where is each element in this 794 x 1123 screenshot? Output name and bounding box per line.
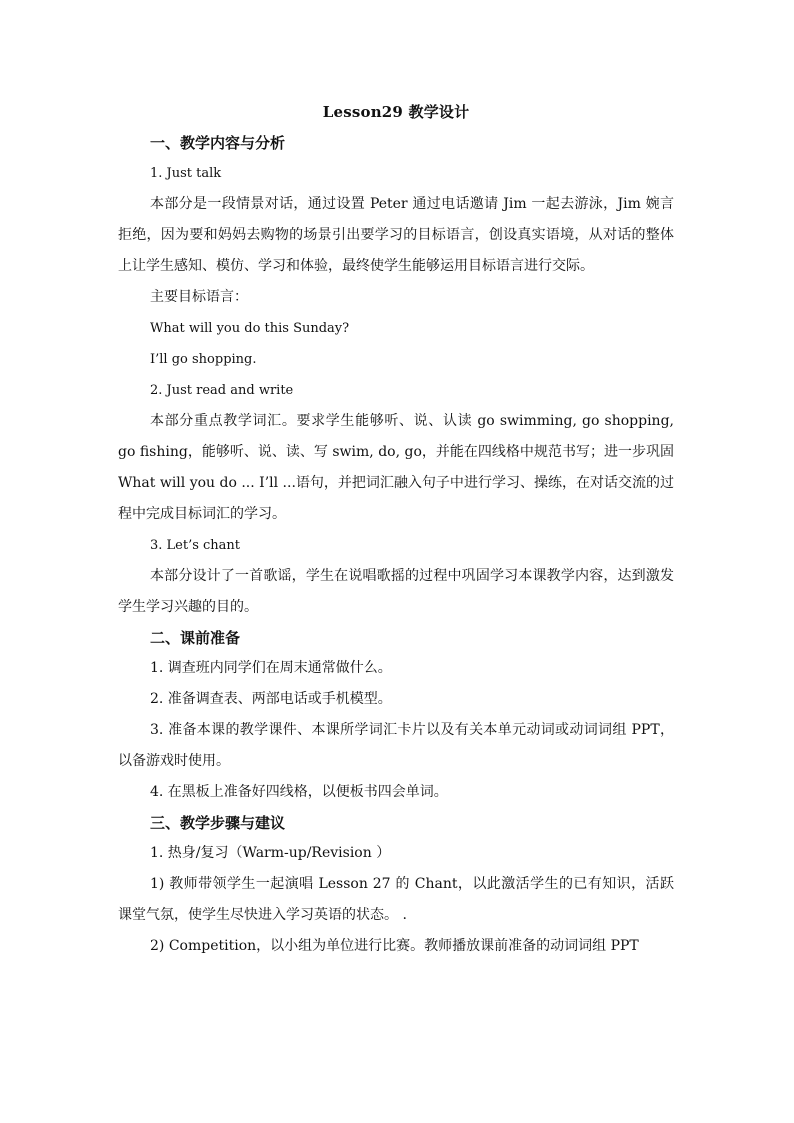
target-language-line-1: What will you do this Sunday? [150,321,350,336]
preparation-item-3: 3. 准备本课的教学课件、本课所学词汇卡片以及有关本单元动词或动词词组 PPT，以备游戏时使用。 [118,722,674,769]
preparation-item-2: 2. 准备调查表、两部电话或手机模型。 [150,691,392,707]
step-1-paragraph-2: 2) Competition，以小组为单位进行比赛。教师播放课前准备的动词词组 PPT [150,938,639,954]
subsection-title-chant: 3. Let’s chant [150,538,241,553]
subsection-title-read-write: 2. Just read and write [150,383,294,398]
preparation-item-1: 1. 调查班内同学们在周末通常做什么。 [150,660,392,676]
paragraph-read-write: 本部分重点教学词汇。要求学生能够听、说、认读 go swimming, go shopping, go fishing，能够听、说、读、写 swim, do, go，并能在四线格中规范书写；进一步巩固 What will you do ... I’ll ...语句，并把词汇融入句子中进行学习、操练，在对话交流的过程中完成目标词汇的学习。 [118,413,674,522]
paragraph-just-talk: 本部分是一段情景对话，通过设置 Peter 通过电话邀请 Jim 一起去游泳，Jim 婉言拒绝，因为要和妈妈去购物的场景引出要学习的目标语言，创设真实语境，从对话的整体上让学生感知、模仿、学习和体验，最终使学生能够运用目标语言进行交际。 [118,196,674,274]
preparation-item-4: 4. 在黑板上准备好四线格，以便板书四会单词。 [150,784,448,800]
target-language-line-2: I’ll go shopping. [150,352,257,367]
section-heading-preparation: 二、课前准备 [150,629,241,647]
step-1-title: 1. 热身/复习（Warm-up/Revision ） [150,845,391,861]
target-language-label: 主要目标语言： [150,289,248,305]
step-1-paragraph-1: 1) 教师带领学生一起演唱 Lesson 27 的 Chant，以此激活学生的已有知识，活跃课堂气氛，使学生尽快进入学习英语的状态。 . [118,876,674,923]
document-body [118,98,674,962]
paragraph-chant: 本部分设计了一首歌谣，学生在说唱歌摇的过程中巩固学习本课教学内容，达到激发学生学习兴趣的目的。 [118,568,674,615]
subsection-title-just-talk: 1. Just talk [150,166,222,181]
document-title: Lesson29 教学设计 [322,103,470,121]
section-heading-teaching-steps: 三、教学步骤与建议 [150,814,286,832]
section-heading-content-analysis: 一、教学内容与分析 [150,134,286,152]
